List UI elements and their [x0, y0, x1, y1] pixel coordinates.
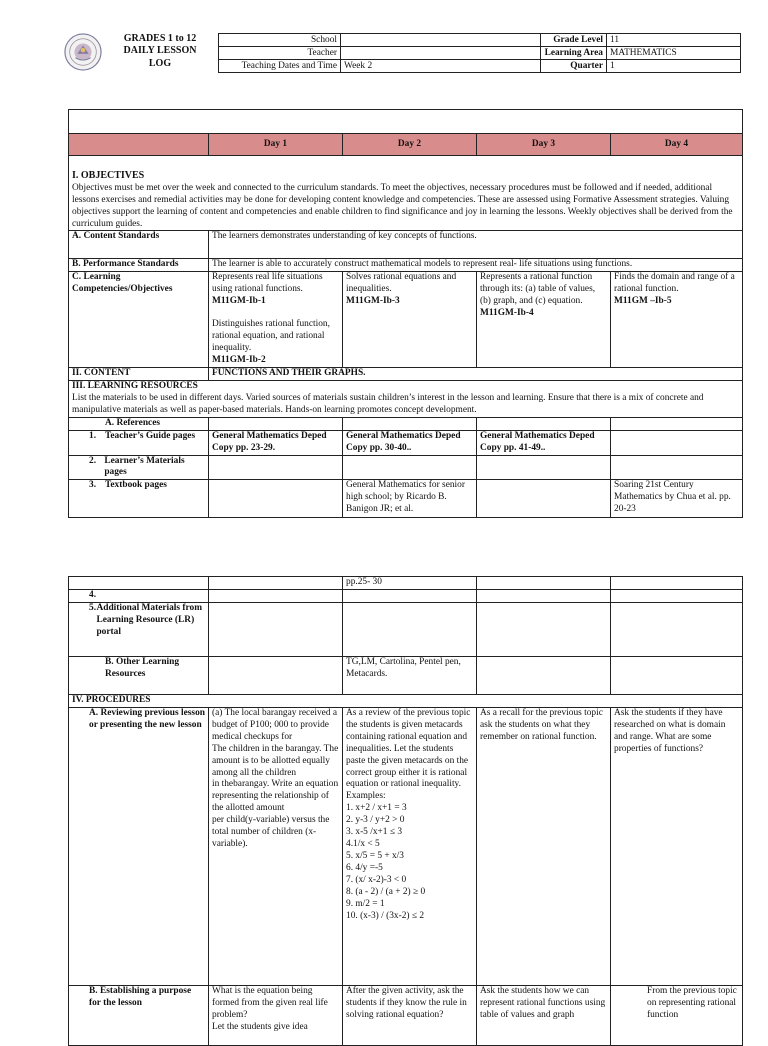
lm-label-cell: 2. Learner’s Materials pages — [69, 455, 209, 480]
example-2: 2. y-3 / y+2 > 0 — [346, 815, 405, 826]
lm-day2[interactable] — [343, 455, 477, 480]
competency-1b-code: M11GM-Ib-2 — [212, 355, 266, 365]
example-10: 10. (x-3) / (3x-2) ≤ 2 — [346, 910, 425, 921]
reviewing-day2[interactable] — [343, 707, 477, 985]
purpose-label: B. Establishing a purpose for the lesson — [69, 985, 209, 1045]
tg-label-cell: 1. Teacher’s Guide pages — [69, 430, 209, 455]
additional-materials-label-cell: 5. Additional Materials from Learning Resource (LR) portal — [69, 602, 209, 656]
day-header-blank — [69, 134, 209, 156]
example-4: 4.1/x < 5 — [346, 839, 380, 850]
purpose-day2[interactable]: After the given activity, ask the students if they know the rule in solving rational equation? — [343, 985, 477, 1045]
additional-day3[interactable] — [477, 602, 611, 656]
additional-day1[interactable] — [209, 602, 343, 656]
resources-heading: III. LEARNING RESOURCES — [72, 380, 198, 391]
content-standards-value[interactable]: The learners demonstrates understanding of key concepts of functions. — [209, 231, 743, 259]
example-5: 5. x/5 = 5 + x/3 — [346, 851, 404, 862]
reviewing-label: A. Reviewing previous lesson or presenting the new lesson — [69, 707, 209, 985]
teacher-label: Teacher — [219, 47, 341, 60]
learning-area-label: Learning Area — [541, 47, 607, 60]
competency-2: Solves rational equations and inequalities. — [346, 272, 457, 295]
tg-day1[interactable]: General Mathematics Deped Copy pp. 23-29. — [209, 430, 343, 455]
tg-label: Teacher’s Guide pages — [105, 430, 196, 441]
deped-seal-logo — [64, 33, 102, 71]
lm-day4[interactable] — [611, 455, 743, 480]
performance-standards-value[interactable]: The learner is able to accurately construct mathematical models to represent real- life situations using functions. — [209, 259, 743, 272]
content-label: II. CONTENT — [69, 367, 209, 380]
additional-day4[interactable] — [611, 602, 743, 656]
other-resources-day2[interactable]: TG,LM, Cartolina, Pentel pen, Metacards. — [343, 656, 477, 694]
example-3: 3. x-5 /x+1 ≤ 3 — [346, 827, 403, 838]
tb-day1[interactable] — [209, 480, 343, 518]
dates-value[interactable]: Week 2 — [341, 60, 541, 73]
tb-day2[interactable]: General Mathematics for senior high school; by Ricardo B. Banigon JR; et al. — [343, 480, 477, 518]
resources-text: List the materials to be used in different days. Varied sources of materials sustain children’s interest in the lesson and learning. Ensure that there is a mix of concrete and manipulative materials as well as paper-based materials. Hands-on learning promotes concept development. — [72, 392, 704, 415]
competency-3: Represents a rational function through its: (a) table of values, (b) graph, and (c) equation. — [480, 272, 596, 307]
competencies-day1[interactable] — [209, 272, 343, 368]
performance-standards-label: B. Performance Standards — [69, 259, 209, 272]
grade-level-label: Grade Level — [541, 34, 607, 47]
tb-day2-continued[interactable]: pp.25- 30 — [343, 577, 477, 590]
day-header-row — [69, 134, 743, 156]
content-standards-label: A. Content Standards — [69, 231, 209, 259]
purpose-day3[interactable]: Ask the students how we can represent rational functions using table of values and graph — [477, 985, 611, 1045]
competency-4-code: M11GM –Ib-5 — [614, 296, 672, 307]
tg-day2[interactable]: General Mathematics Deped Copy pp. 30-40.. — [343, 430, 477, 455]
example-8: 8. (a - 2) / (a + 2) ≥ 0 — [346, 886, 426, 897]
day-header-4: Day 4 — [611, 134, 743, 156]
procedures-heading: IV. PROCEDURES — [69, 694, 743, 707]
competencies-day2[interactable] — [343, 272, 477, 368]
competency-4: Finds the domain and range of a rational function. — [614, 272, 735, 295]
competency-3-code: M11GM-Ib-4 — [480, 308, 534, 319]
competency-1a: Represents real life situations using rational functions. — [212, 272, 323, 295]
competency-1b: Distinguishes rational function, rational equation, and rational inequality. — [212, 319, 330, 354]
learning-area-value[interactable]: MATHEMATICS — [607, 47, 741, 60]
example-1: 1. x+2 / x+1 = 3 — [346, 803, 407, 814]
objectives-heading: I. OBJECTIVES — [72, 170, 145, 181]
example-9: 9. m/2 = 1 — [346, 898, 385, 909]
competencies-day3[interactable] — [477, 272, 611, 368]
examples-label: Examples: — [346, 791, 386, 802]
quarter-value[interactable]: 1 — [607, 60, 741, 73]
tb-day4[interactable]: Soaring 21st Century Mathematics by Chua et al. pp. 20-23 — [611, 480, 743, 518]
school-label: School — [219, 34, 341, 47]
competency-2-code: M11GM-Ib-3 — [346, 296, 400, 307]
tb-label-cell: 3. Textbook pages — [69, 480, 209, 518]
content-value[interactable]: FUNCTIONS AND THEIR GRAPHS. — [209, 367, 743, 380]
references-label: A. References — [69, 417, 209, 430]
example-6: 6. 4/y =-5 — [346, 863, 383, 873]
example-7: 7. (x/ x-2)-3 < 0 — [346, 874, 407, 885]
reviewing-day3[interactable]: As a recall for the previous topic ask the students on what they remember on rational function. — [477, 707, 611, 985]
lm-day1[interactable] — [209, 455, 343, 480]
dll-title: GRADES 1 to 12 DAILY LESSON LOG — [123, 33, 197, 69]
objectives-text: Objectives must be met over the week and connected to the curriculum standards. To meet the objectives, necessary procedures must be followed and if needed, additional lessons exercises and remedial activities may be done for developing content knowledge and competencies. These are assessed using Formative Assessment strategies. Valuing objectives support the learning of content and competencies and enable children to find significance and joy in learning the lessons. Weekly objectives shall be derived from the curriculum guides. — [72, 182, 733, 229]
tg-day3[interactable]: General Mathematics Deped Copy pp. 41-49.. — [477, 430, 611, 455]
grade-level-value[interactable]: 11 — [607, 34, 741, 47]
reviewing-day1[interactable]: (a) The local barangay received a budget of P100; 000 to provide medical checkups for The children in the barangay. The amount is to be allotted equally among all the children in thebarangay. Write an equation representing the relationship of the allotted amount per child(y-variable) versus the total number of children (x-variable). — [209, 707, 343, 985]
r4-label-cell: 4. — [69, 589, 209, 602]
day-header-1: Day 1 — [209, 134, 343, 156]
tb-label: Textbook pages — [105, 480, 167, 491]
school-value[interactable] — [341, 34, 541, 47]
competencies-day4[interactable] — [611, 272, 743, 368]
purpose-day1-more: Let the students give idea — [212, 1021, 308, 1032]
tb-day3[interactable] — [477, 480, 611, 518]
resources-section — [69, 380, 743, 417]
day-header-2: Day 2 — [343, 134, 477, 156]
purpose-day4[interactable]: From the previous topic on representing rational function — [611, 985, 743, 1045]
lm-label: Learner’s Materials pages — [104, 455, 185, 478]
reviewing-day4[interactable]: Ask the students if they have researched on what is domain and range. What are some properties of functions? — [611, 707, 743, 985]
purpose-day1-text: What is the equation being formed from the given real life problem? — [212, 985, 328, 1020]
reviewing-day2-text: As a review of the previous topic the students is given metacards containing rational equation and inequalities. Let the students paste the given metacards on the correct group either it is rational equation or rational inequality. — [346, 707, 471, 790]
additional-materials-label: Additional Materials from Learning Resource (LR) portal — [96, 602, 203, 637]
dates-label: Teaching Dates and Time — [219, 60, 341, 73]
tg-day4[interactable] — [611, 430, 743, 455]
other-resources-label: B. Other Learning Resources — [69, 656, 209, 694]
competencies-label: C. Learning Competencies/Objectives — [69, 272, 209, 368]
lesson-plan-table — [68, 109, 743, 518]
quarter-label: Quarter — [541, 60, 607, 73]
objectives-section — [69, 156, 743, 231]
lm-day3[interactable] — [477, 455, 611, 480]
header-table — [218, 33, 741, 73]
lesson-plan-table-continued — [68, 576, 743, 1046]
day-header-3: Day 3 — [477, 134, 611, 156]
additional-day2[interactable] — [343, 602, 477, 656]
competency-1a-code: M11GM-Ib-1 — [212, 296, 266, 307]
purpose-day1[interactable] — [209, 985, 343, 1045]
teacher-value[interactable] — [341, 47, 541, 60]
